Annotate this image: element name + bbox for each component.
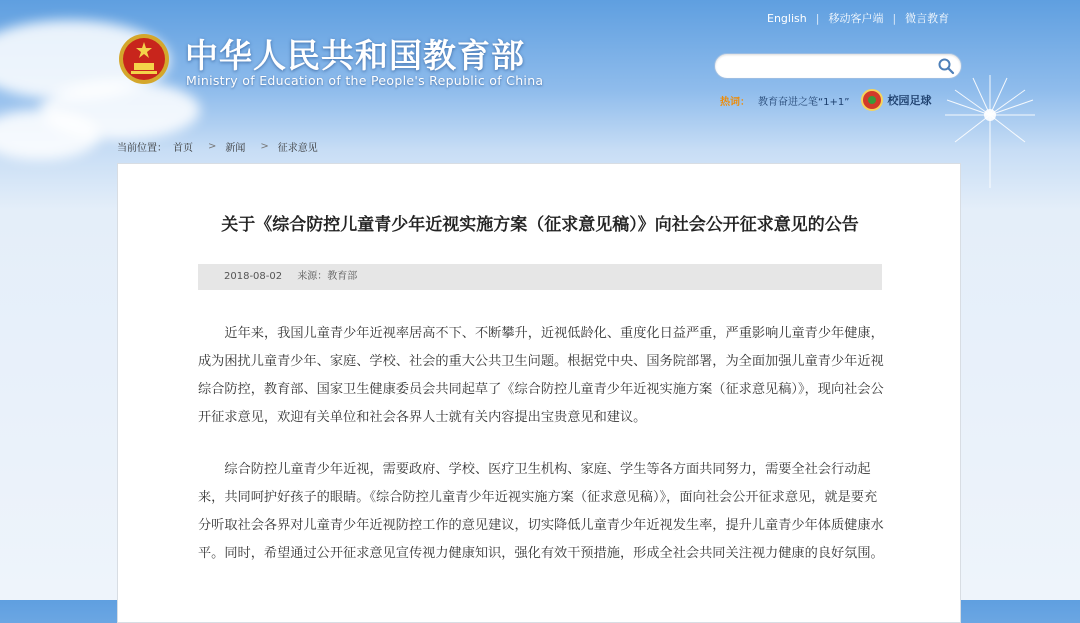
chevron-right-icon: >	[260, 141, 269, 152]
article-date: 2018-08-02	[224, 271, 283, 282]
mobile-client-link[interactable]: 移动客户端	[828, 12, 884, 25]
divider: |	[815, 11, 820, 25]
divider: |	[892, 11, 897, 25]
search-input[interactable]	[725, 54, 939, 78]
english-link[interactable]: English	[767, 11, 807, 25]
search-box	[714, 53, 962, 79]
weiyan-education-link[interactable]: 微言教育	[905, 12, 950, 25]
article-source: 来源：教育部	[297, 271, 358, 282]
campus-football-link[interactable]: 校园足球	[887, 94, 932, 107]
breadcrumb-home[interactable]: 首页	[173, 143, 193, 154]
breadcrumb-label: 当前位置：	[117, 143, 167, 154]
hot-words	[720, 89, 931, 111]
article-paragraph: 近年来，我国儿童青少年近视率居高不下、不断攀升，近视低龄化、重度化日益严重，严重影响儿童青少年健康，成为困扰儿童青少年、家庭、学校、社会的重大公共卫生问题。根据党中央、国务院部署，为全面加强儿童青少年近视综合防控，教育部、国家卫生健康委员会共同起草了《综合防控儿童青少年近视实施方案（征求意见稿）》，现向社会公开征求意见，欢迎有关单位和社会各界人士就有关内容提出宝贵意见和建议。	[198, 326, 884, 425]
chevron-right-icon: >	[208, 141, 217, 152]
breadcrumb-consultation[interactable]: 征求意见	[277, 143, 318, 154]
national-emblem-icon	[118, 33, 170, 85]
campus-football-icon[interactable]	[861, 89, 883, 111]
site-subtitle: Ministry of Education of the People's Republic of China	[186, 73, 544, 88]
top-links	[758, 10, 958, 26]
article-meta-bar	[198, 264, 882, 290]
hot-words-label: 热词：	[720, 96, 750, 108]
cloud-decoration	[0, 110, 100, 160]
article-panel	[117, 163, 961, 623]
article-paragraph: 综合防控儿童青少年近视，需要政府、学校、医疗卫生机构、家庭、学生等各方面共同努力，需要全社会行动起来，共同呵护好孩子的眼睛。《综合防控儿童青少年近视实施方案（征求意见稿）》，面向社会公开征求意见，就是要充分听取社会各界对儿童青少年近视防控工作的意见建议，切实降低儿童青少年近视发生率，提升儿童青少年体质健康水平。同时，希望通过公开征求意见宣传视力健康知识，强化有效干预措施，形成全社会共同关注视力健康的良好氛围。	[198, 462, 884, 561]
hot-word-link[interactable]: 教育奋进之笔“1+1”	[758, 96, 850, 108]
site-title[interactable]: 中华人民共和国教育部	[185, 36, 525, 75]
breadcrumb	[117, 139, 324, 154]
breadcrumb-news[interactable]: 新闻	[225, 143, 246, 154]
article-title: 关于《综合防控儿童青少年近视实施方案（征求意见稿）》向社会公开征求意见的公告	[221, 215, 859, 235]
